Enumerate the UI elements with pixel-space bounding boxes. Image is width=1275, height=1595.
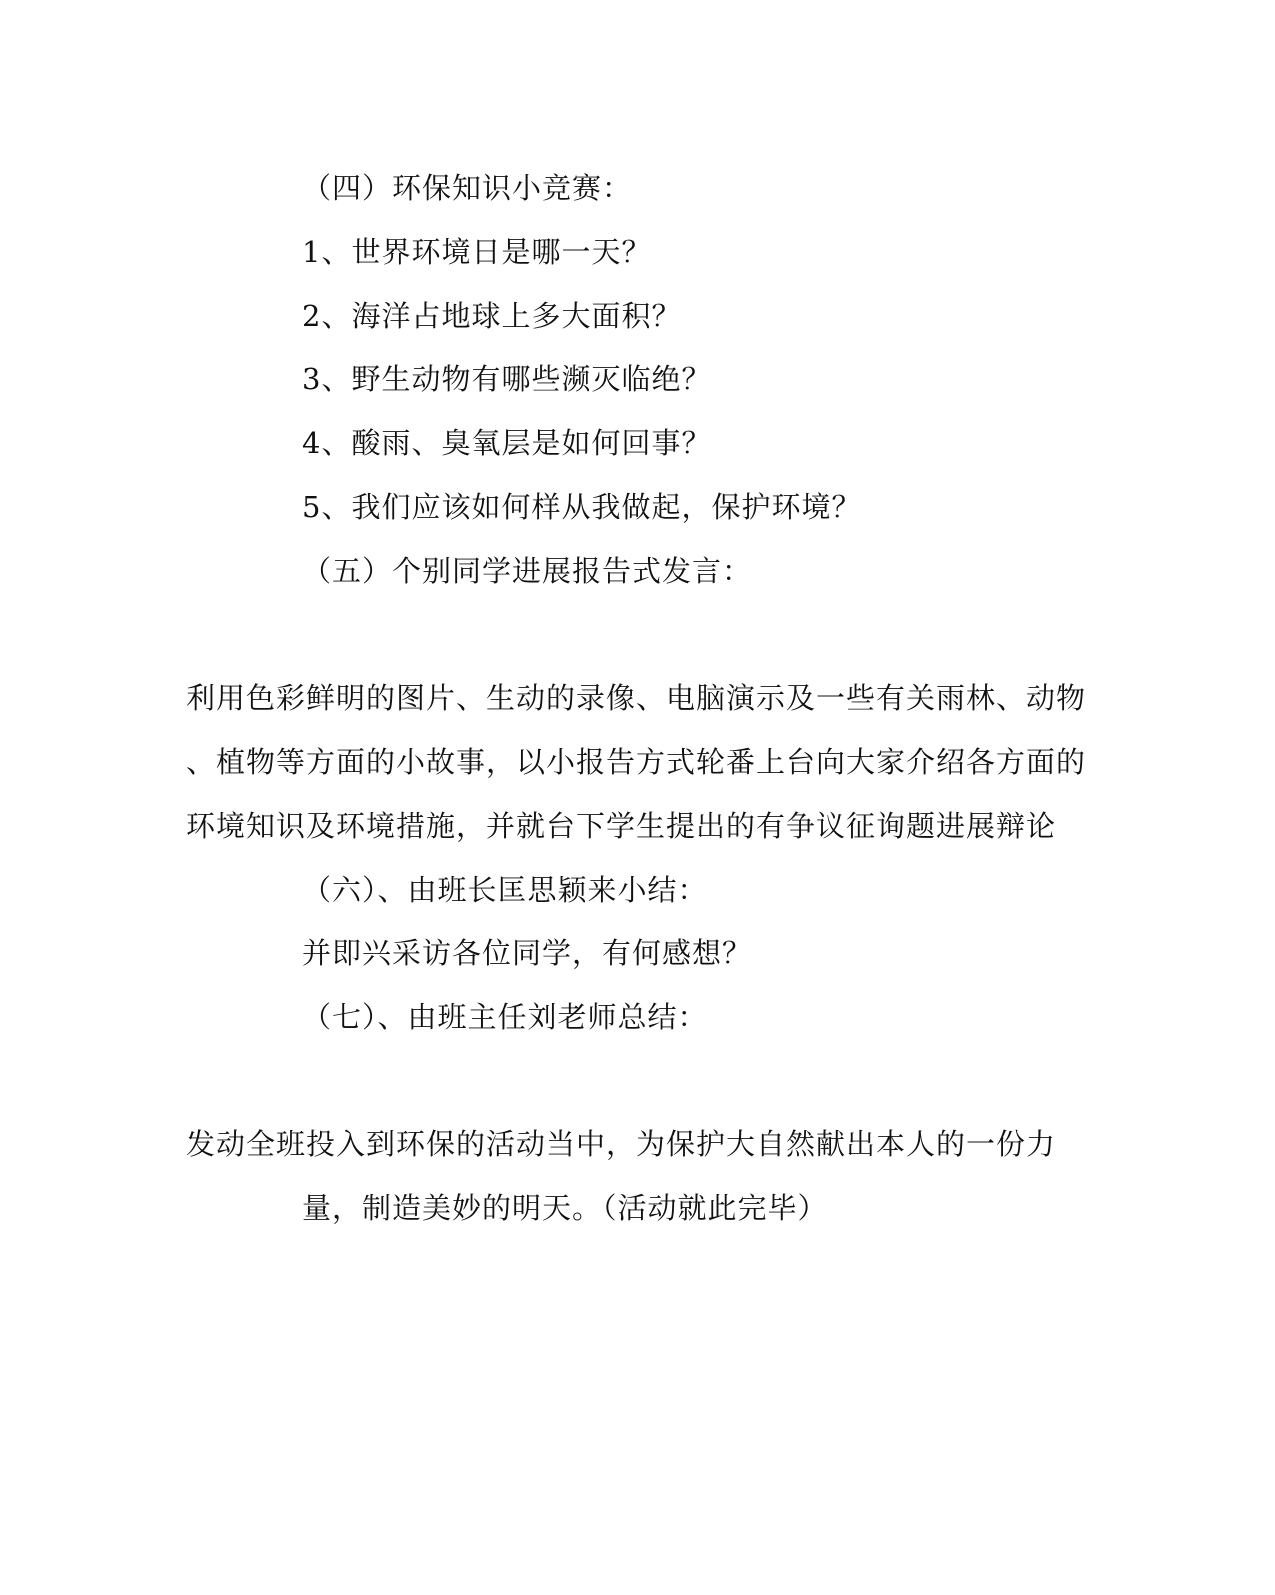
section-5-paragraph-line-2: 、植物等方面的小故事，以小报告方式轮番上台向大家介绍各方面的 [186,745,1087,779]
section-7-paragraph-line-2: 量，制造美妙的明天。（活动就此完毕） [302,1191,828,1225]
quiz-question-5: 5、我们应该如何样从我做起，保护环境？ [302,490,862,524]
section-5-heading: （五）个别同学进展报告式发言： [302,554,753,588]
section-7-heading: （七）、由班主任刘老师总结： [302,1000,708,1034]
quiz-question-3: 3、野生动物有哪些濒灭临绝？ [302,362,712,396]
section-5-paragraph-line-1: 利用色彩鲜明的图片、生动的录像、电脑演示及一些有关雨林、动物 [186,681,1087,715]
section-6-heading: （六）、由班长匡思颖来小结： [302,873,708,907]
section-6-body: 并即兴采访各位同学，有何感想？ [302,936,753,970]
section-4-heading: （四）环保知识小竞赛： [302,171,633,205]
section-7-paragraph-line-1: 发动全班投入到环保的活动当中，为保护大自然献出本人的一份力 [186,1127,1057,1161]
quiz-question-2: 2、海洋占地球上多大面积？ [302,299,682,333]
quiz-question-1: 1、世界环境日是哪一天？ [302,235,652,269]
quiz-question-4: 4、酸雨、臭氧层是如何回事？ [302,426,712,460]
section-5-paragraph-line-3: 环境知识及环境措施，并就台下学生提出的有争议征询题进展辩论 [186,809,1057,843]
